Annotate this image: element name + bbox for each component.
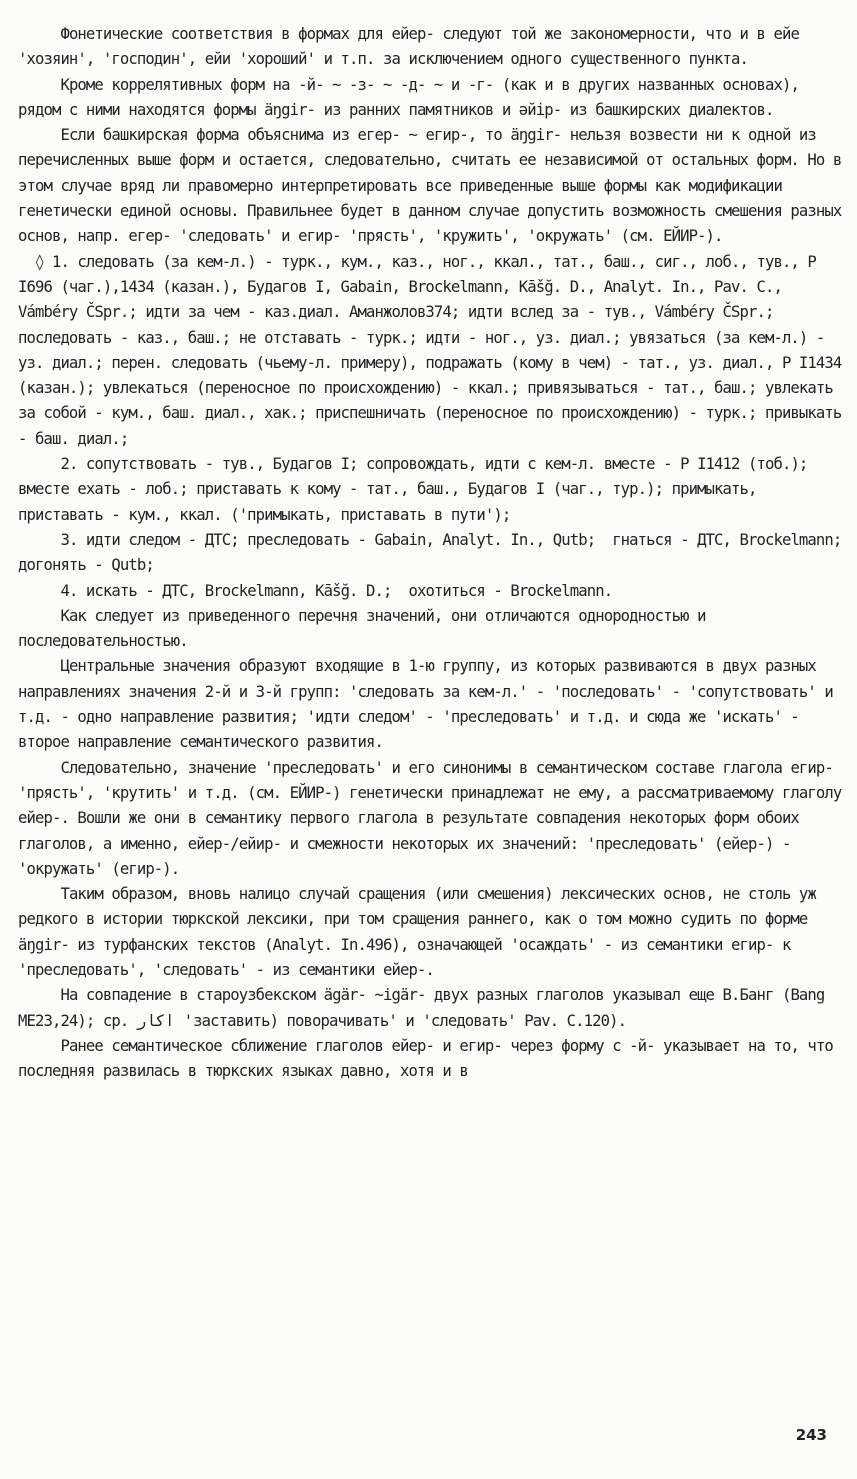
paragraph-consequently: Следовательно, значение 'преследовать' и его синонимы в семантическом составе глагола егир- 'прясть', 'крутить' и т.д. (см. ЕЙИР-) генетически принадлежат не ему, а рассматриваемому глаголу ейер-. Вошли же они в семантику первого глагола в результате совпадения некоторых форм обоих глаголов, а именно, ейер-/ейир- и смежности некоторых их значений: 'преследовать' (ейер-) - 'окружать' (егир-). xyxy=(18,758,850,878)
paragraph-earlier-convergence: Ранее семантическое сближение глаголов ейер- и егир- через форму с -й- указывает на то, что последняя развилась в тюркских языках давно, хотя и в xyxy=(18,1036,842,1081)
paragraph-bashkir-form: Если башкирская форма объяснима из егер- ~ егир-, то äŋgir- нельзя возвести ни к одной из перечисленных выше форм и остается, следовательно, считать ее независимой от остальных форм. Но в этом случае вряд ли правомерно интерпретировать все приведенные выше формы как модификации генетически единой основы. Правильнее будет в данном случае допустить возможность смешения разных основ, напр. егер- 'следовать' и егир- 'прясть', 'кружить', 'окружать' (см. ЕЙИР-). xyxy=(18,126,850,246)
page-number: 243 xyxy=(795,1426,827,1444)
document-page xyxy=(18,22,850,1084)
meaning-group-4: 4. искать - ДТС, Brockelmann, Kāšğ. D.; охотиться - Brockelmann. xyxy=(18,581,613,600)
meaning-group-2: 2. сопутствовать - тув., Будагов I; сопровождать, идти с кем-л. вместе - Р I1412 (тоб.); вместе ехать - лоб.; приставать к кому - тат., баш., Будагов I (чаг., тур.); примыкать, приставать - кум., ккал. ('примыкать, приставать в пути'); xyxy=(18,455,816,524)
paragraph-homogeneity: Как следует из приведенного перечня значений, они отличаются однородностью и последовательностью. xyxy=(18,606,715,651)
meaning-group-3: 3. идти следом - ДТС; преследовать - Gabain, Analyt. In., Qutb; гнаться - ДТС, Brockelmann; догонять - Qutb; xyxy=(18,530,850,575)
meaning-group-1: ◊ 1. следовать (за кем-л.) - турк., кум., каз., ног., ккал., тат., баш., сиг., лоб., тув., Р I696 (чаг.),1434 (казан.), Будагов I, Gabain, Brockelmann, Kāšğ. D., Analyt. In., Pav. C., Vámbéry ČSpr.; идти за чем - каз.диал. Аманжолов374; идти вслед за - тув., Vámbéry ČSpr.; последовать - каз., баш.; не отставать - турк.; идти - ног., уз. диал.; увязаться (за кем-л.) - уз. диал.; перен. следовать (чьему-л. примеру), подражать (кому в чем) - тат., уз. диал., Р I1434 (казан.); увлекаться (переносное по происхождению) - ккал.; привязываться - тат., баш.; увлекать за собой - кум., баш. диал., хак.; приспешничать (переносное по происхождению) - турк.; привыкать - баш. диал.; xyxy=(18,252,850,448)
paragraph-fusion-of-stems: Таким образом, вновь налицо случай сращения (или смешения) лексических основ, не столь уж редкого в истории тюркской лексики, при том сращения раннего, как о том можно судить по форме äŋgir- из турфанских текстов (Analyt. In.496), означающей 'осаждать' - из семантики егир- к 'преследовать', 'следовать' - из семантики ейер-. xyxy=(18,885,825,979)
paragraph-correlative-forms: Кроме коррелятивных форм на -й- ~ -з- ~ -д- ~ и -г- (как и в других названных основах), рядом с ними находятся формы äŋgir- из ранних памятников и әйір- из башкирских диалектов. xyxy=(18,75,808,119)
paragraph-phonetic-correspondences: Фонетические соответствия в формах для ейер- следуют той же закономерности, что и в ейе 'хозяин', 'господин', ейи 'хороший' и т.п. за исключением одного существенного пункта. xyxy=(18,25,808,69)
paragraph-central-meanings: Центральные значения образуют входящие в 1-ю группу, из которых развиваются в двух разных направлениях значения 2-й и 3-й групп: 'следовать за кем-л.' - 'последовать' - 'сопутствовать' и т.д. - одно направление развития; 'идти следом' - 'преследовать' и т.д. и сюда же 'искать' - второе направление семантического развития. xyxy=(18,657,842,752)
paragraph-old-uzbek: На совпадение в староузбекском ägär- ~igär- двух разных глаголов указывал еще В.Банг (Bang ME23,24); ср. اکار 'заставить) поворачивать' и 'следовать' Pav. C.120). xyxy=(18,986,833,1030)
